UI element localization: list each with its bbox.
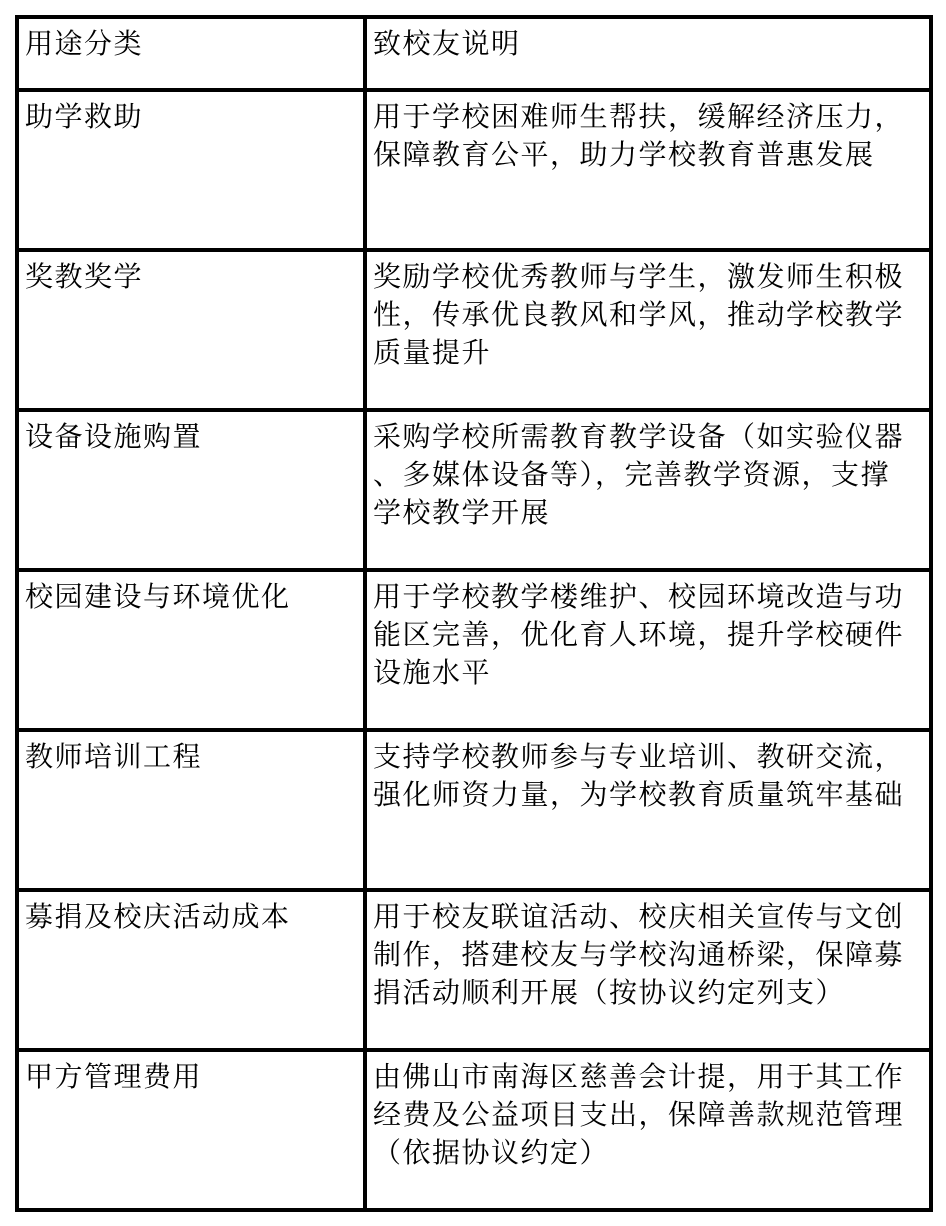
description-cell [365, 250, 931, 410]
description-line: 性，传承优良教风和学风，推动学校教学 [373, 298, 905, 331]
description-line: 设施水平 [373, 656, 492, 689]
category-cell: 甲方管理费用 [17, 1050, 365, 1210]
description-cell [365, 890, 931, 1050]
table-header-row [17, 17, 931, 90]
description-cell [365, 410, 931, 570]
category-cell: 校园建设与环境优化 [17, 570, 365, 730]
description-line: 支持学校教师参与专业培训、教研交流， [373, 740, 905, 773]
description-line: 由佛山市南海区慈善会计提，用于其工作 [373, 1060, 905, 1093]
description-line: 质量提升 [373, 336, 492, 369]
description-line: 采购学校所需教育教学设备（如实验仪器 [373, 420, 905, 453]
description-cell [365, 90, 931, 250]
table-row [17, 1050, 931, 1210]
category-cell: 助学救助 [17, 90, 365, 250]
description-cell [365, 570, 931, 730]
description-line: 用于校友联谊活动、校庆相关宣传与文创 [373, 900, 905, 933]
description-line: 捐活动顺利开展（按协议约定列支） [373, 976, 846, 1009]
description-cell [365, 1050, 931, 1210]
description-line: 用于学校教学楼维护、校园环境改造与功 [373, 580, 905, 613]
table-body [17, 17, 931, 1210]
description-line: 经费及公益项目支出，保障善款规范管理 [373, 1098, 905, 1131]
description-line: 制作，搭建校友与学校沟通桥梁，保障募 [373, 938, 905, 971]
category-cell: 设备设施购置 [17, 410, 365, 570]
category-cell: 奖教奖学 [17, 250, 365, 410]
table-row [17, 250, 931, 410]
table-row [17, 730, 931, 890]
header-description: 致校友说明 [365, 17, 931, 90]
header-category: 用途分类 [17, 17, 365, 90]
table-row [17, 410, 931, 570]
table-row [17, 890, 931, 1050]
description-cell [365, 730, 931, 890]
table-row [17, 570, 931, 730]
table-row [17, 90, 931, 250]
description-line: 、多媒体设备等），完善教学资源，支撑 [373, 458, 891, 491]
description-line: 强化师资力量，为学校教育质量筑牢基础 [373, 778, 905, 811]
description-line: 保障教育公平，助力学校教育普惠发展 [373, 138, 875, 171]
fund-usage-table [15, 15, 933, 1212]
category-cell: 教师培训工程 [17, 730, 365, 890]
description-line: 奖励学校优秀教师与学生，激发师生积极 [373, 260, 905, 293]
description-line: 能区完善，优化育人环境，提升学校硬件 [373, 618, 905, 651]
category-cell: 募捐及校庆活动成本 [17, 890, 365, 1050]
description-line: 学校教学开展 [373, 496, 551, 529]
description-line: 用于学校困难师生帮扶，缓解经济压力， [373, 100, 905, 133]
description-line: （依据协议约定） [373, 1136, 610, 1169]
